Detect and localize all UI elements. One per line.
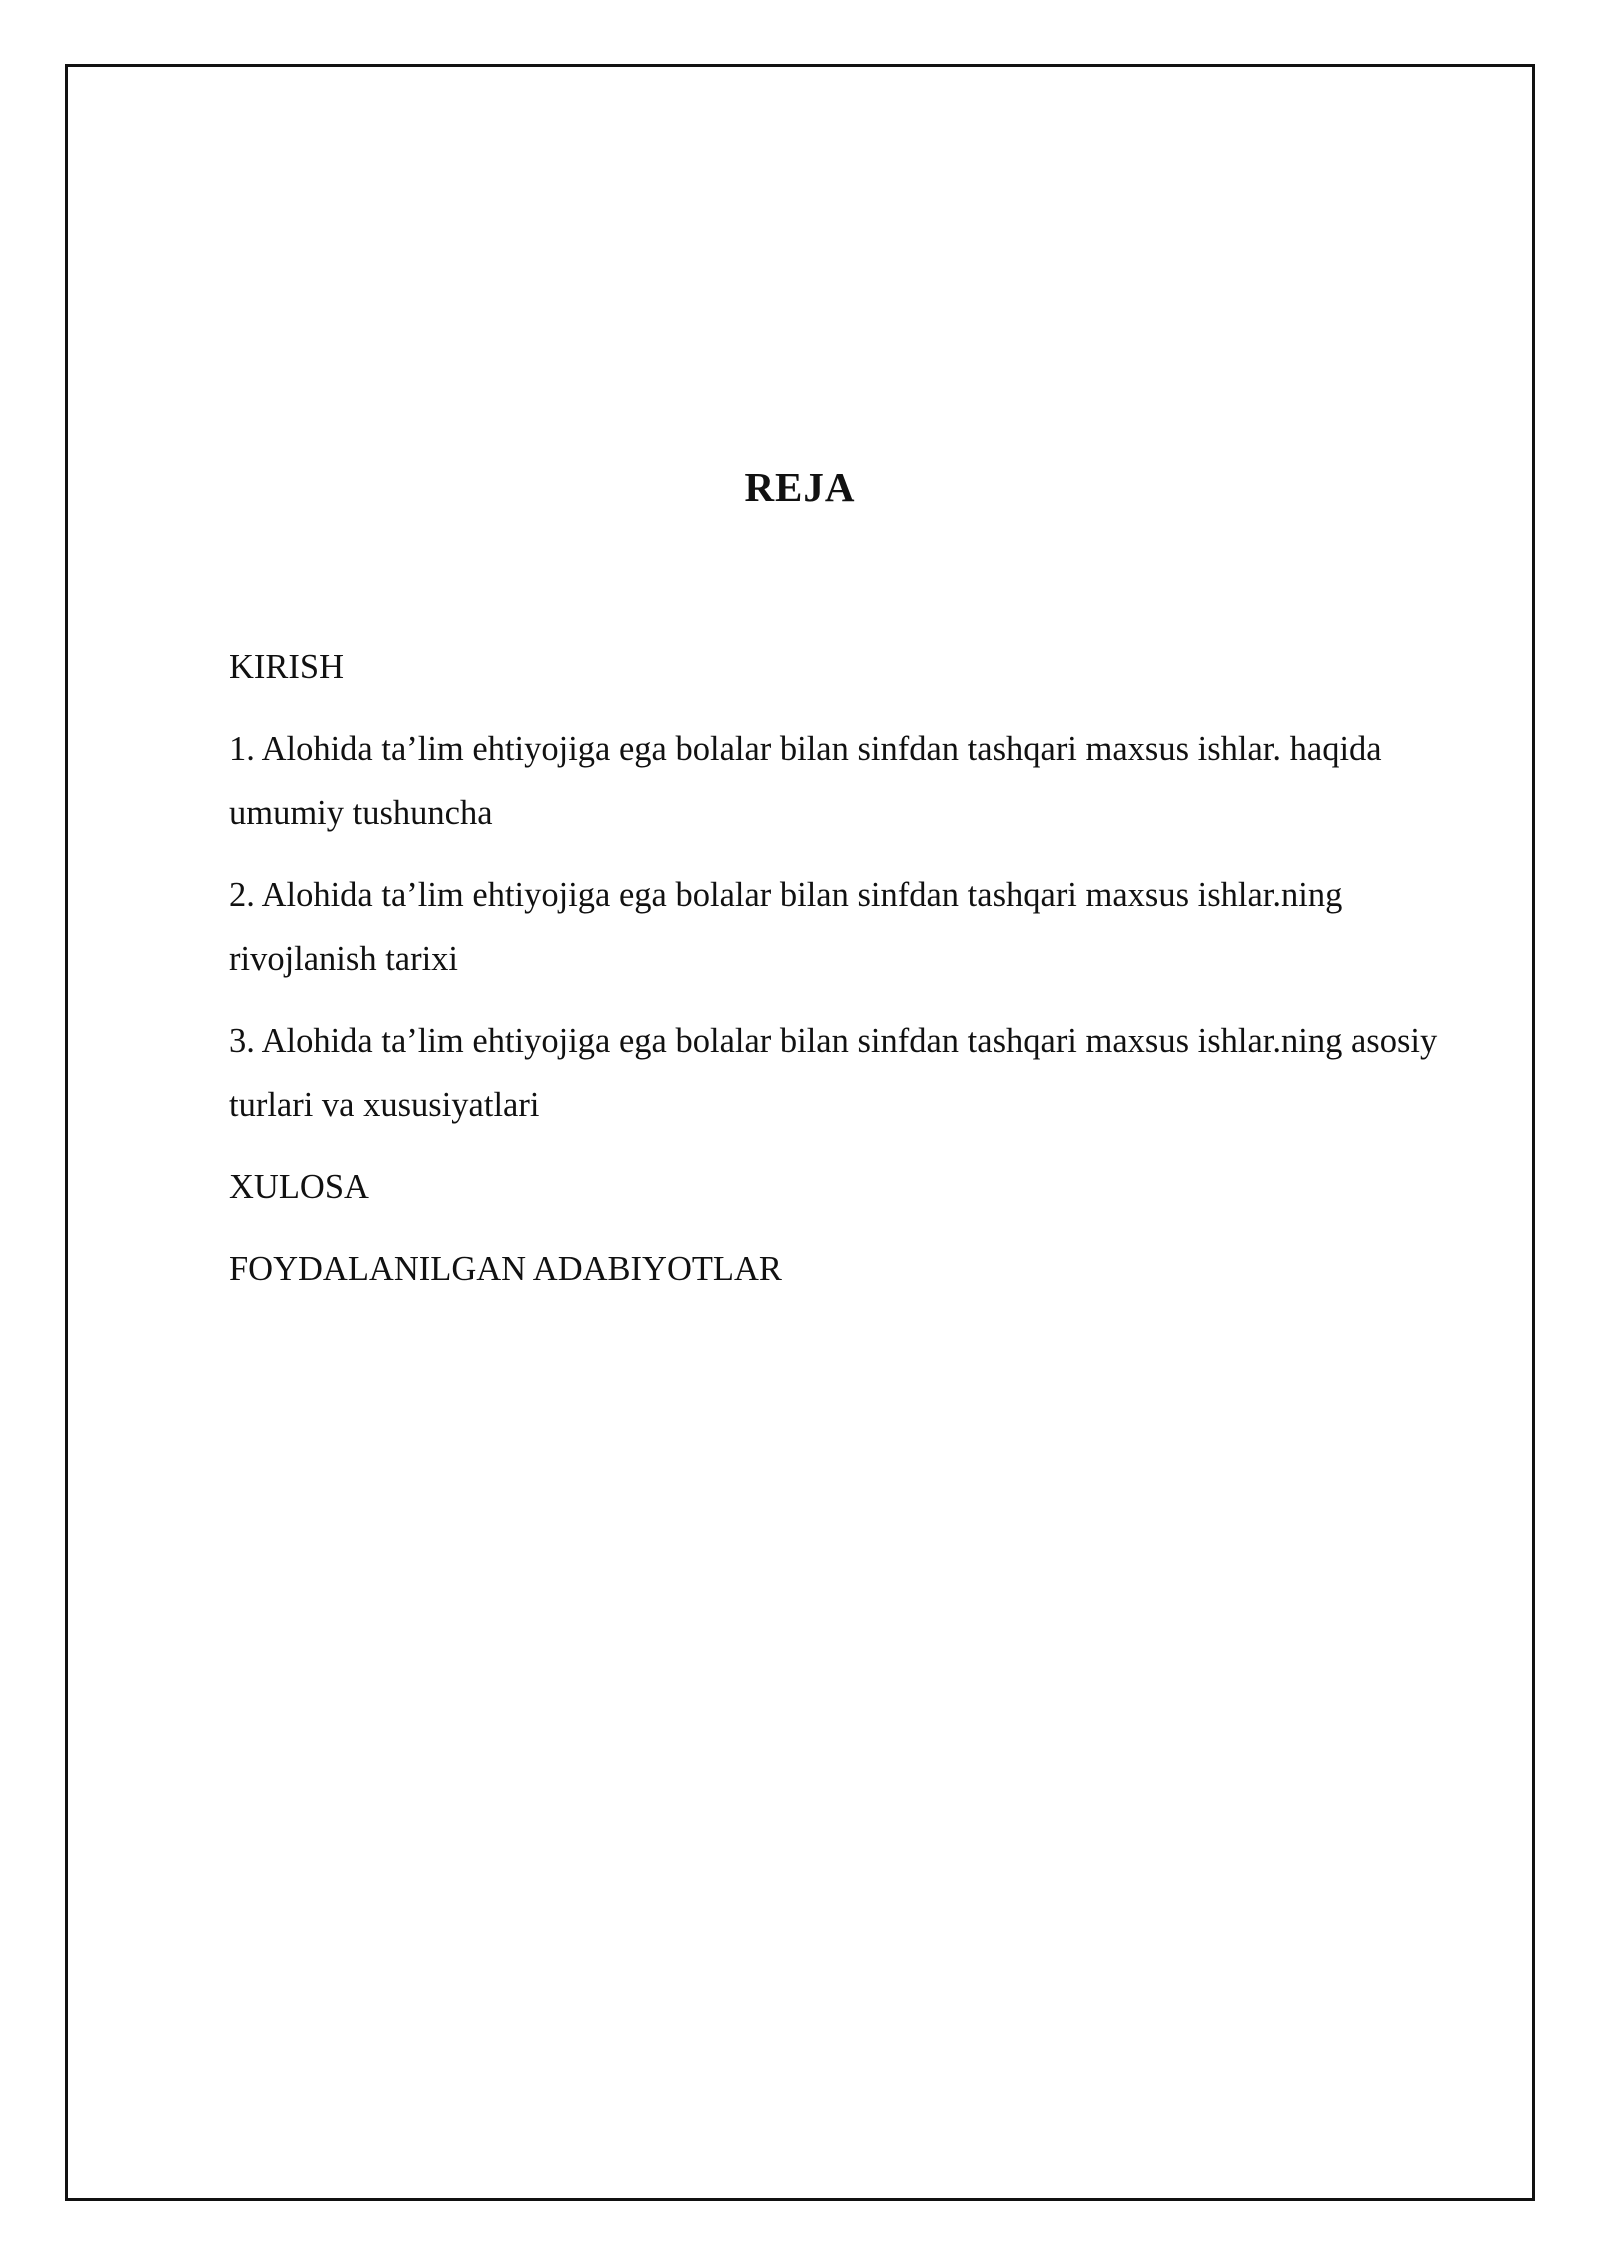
page-title: REJA: [744, 464, 856, 510]
plan-list: [229, 635, 1479, 1319]
plan-item-introduction: KIRISH: [229, 648, 345, 686]
plan-item-3: 3. Alohida ta’lim ehtiyojiga ega bolalar bilan sinfdan tashqari maxsus ishlar.ning asosiy turlari va xususiyatlari: [229, 1022, 1438, 1124]
plan-item-conclusion: XULOSA: [229, 1168, 369, 1206]
plan-item-references: FOYDALANILGAN ADABIYOTLAR: [229, 1250, 782, 1288]
plan-item-1: 1. Alohida ta’lim ehtiyojiga ega bolalar bilan sinfdan tashqari maxsus ishlar. haqida umumiy tushuncha: [229, 730, 1382, 832]
plan-item-2: 2. Alohida ta’lim ehtiyojiga ega bolalar bilan sinfdan tashqari maxsus ishlar.ning rivojlanish tarixi: [229, 876, 1343, 978]
